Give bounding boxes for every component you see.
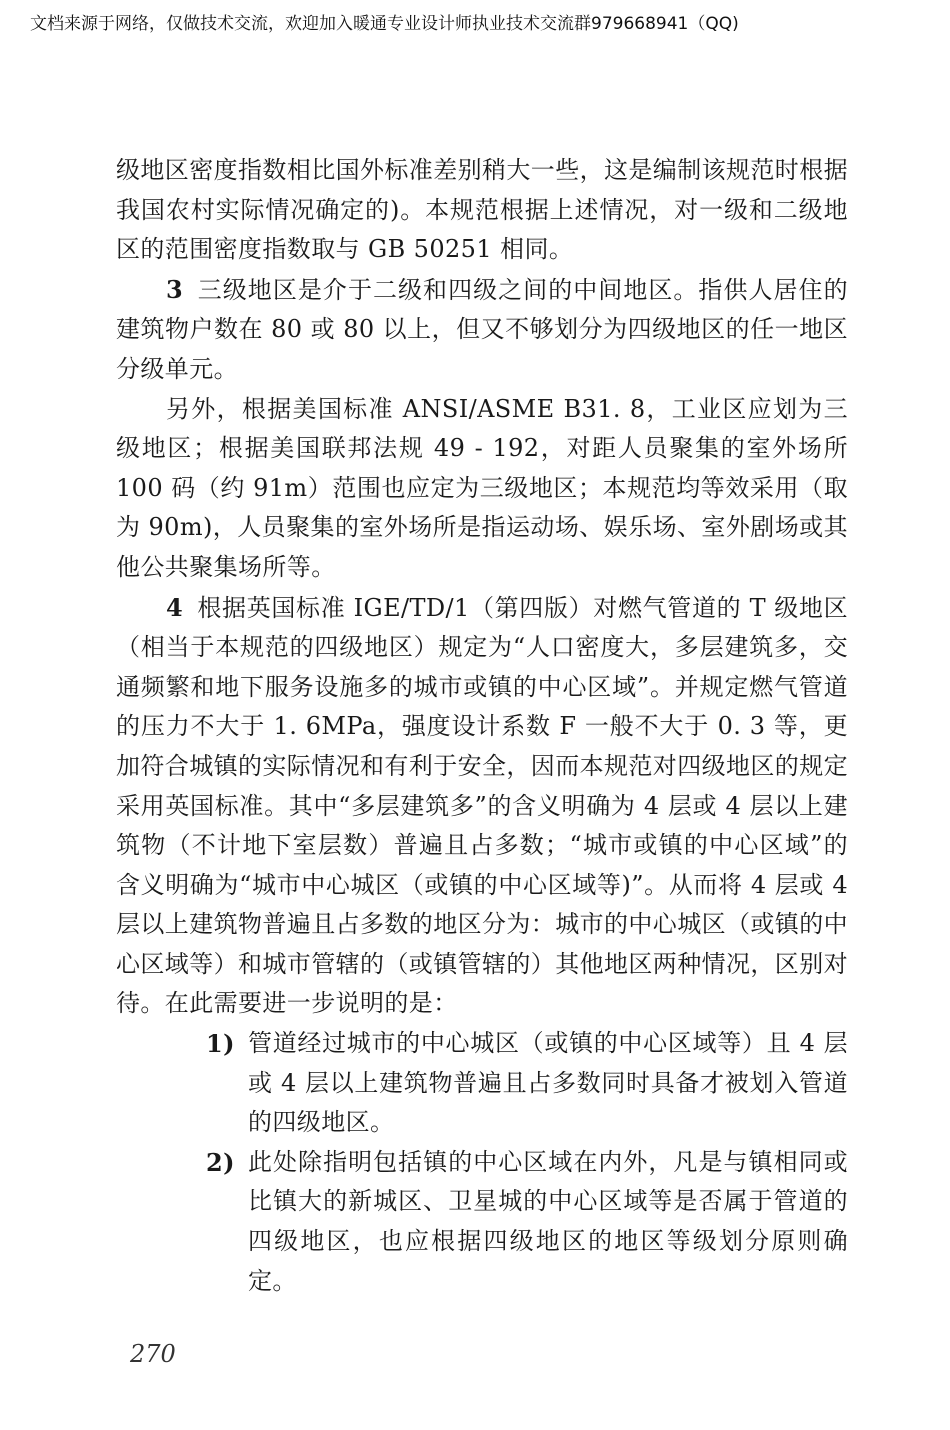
paragraph-number: 3 xyxy=(166,274,184,304)
paragraph-supplement xyxy=(116,390,848,588)
document-body xyxy=(116,151,848,1301)
list-marker: 2) xyxy=(206,1147,235,1177)
paragraph-number: 4 xyxy=(166,592,184,622)
paragraph-text: 级地区密度指数相比国外标准差别稍大一些，这是编制该规范时根据我国农村实际情况确定的)。本规范根据上述情况，对一级和二级地区的范围密度指数取与 GB 50251 相同。 xyxy=(116,156,848,264)
source-watermark-header: 文档来源于网络，仅做技术交流，欢迎加入暖通专业设计师执业技术交流群979668941（QQ) xyxy=(30,14,739,34)
list-item xyxy=(206,1143,848,1301)
paragraph-continuation xyxy=(116,151,848,270)
list-marker: 1) xyxy=(206,1029,235,1059)
clarification-list xyxy=(116,1024,848,1301)
paragraph-item-4 xyxy=(116,588,848,1025)
list-item-text: 管道经过城市的中心城区（或镇的中心区域等）且 4 层或 4 层以上建筑物普遍且占多数同时具备才被划入管道的四级地区。 xyxy=(248,1029,848,1137)
list-item xyxy=(206,1024,848,1143)
list-item-text: 此处除指明包括镇的中心区域在内外，凡是与镇相同或比镇大的新城区、卫星城的中心区域等是否属于管道的四级地区，也应根据四级地区的地区等级划分原则确定。 xyxy=(248,1147,848,1295)
paragraph-text: 另外，根据美国标准 ANSI/ASME B31. 8，工业区应划为三级地区；根据美国联邦法规 49 - 192，对距人员聚集的室外场所 100 码（约 91m）范围也应定为三级地区；本规范均等效采用（取为 90m)，人员聚集的室外场所是指运动场、娱乐场、室外剧场或其他公共聚集场所等。 xyxy=(116,394,848,581)
paragraph-text: 三级地区是介于二级和四级之间的中间地区。指供人居住的建筑物户数在 80 或 80 以上，但又不够划分为四级地区的任一地区分级单元。 xyxy=(116,275,848,383)
paragraph-text: 根据英国标准 IGE/TD/1（第四版）对燃气管道的 T 级地区（相当于本规范的四级地区）规定为“人口密度大，多层建筑多，交通频繁和地下服务设施多的城市或镇的中心区域”。并规定燃气管道的压力不大于 1. 6MPa，强度设计系数 F 一般不大于 0. 3 等，更加符合城镇的实际情况和有利于安全，因而本规范对四级地区的规定采用英国标准。其中“多层建筑多”的含义明确为 4 层或 4 层以上建筑物（不计地下室层数）普遍且占多数；“城市或镇的中心区域”的含义明确为“城市中心城区（或镇的中心区域等)”。从而将 4 层或 4 层以上建筑物普遍且占多数的地区分为：城市的中心城区（或镇的中心区域等）和城市管辖的（或镇管辖的）其他地区两种情况，区别对待。在此需要进一步说明的是： xyxy=(116,593,848,1018)
page-number: 270 xyxy=(130,1340,176,1368)
paragraph-item-3 xyxy=(116,270,848,390)
